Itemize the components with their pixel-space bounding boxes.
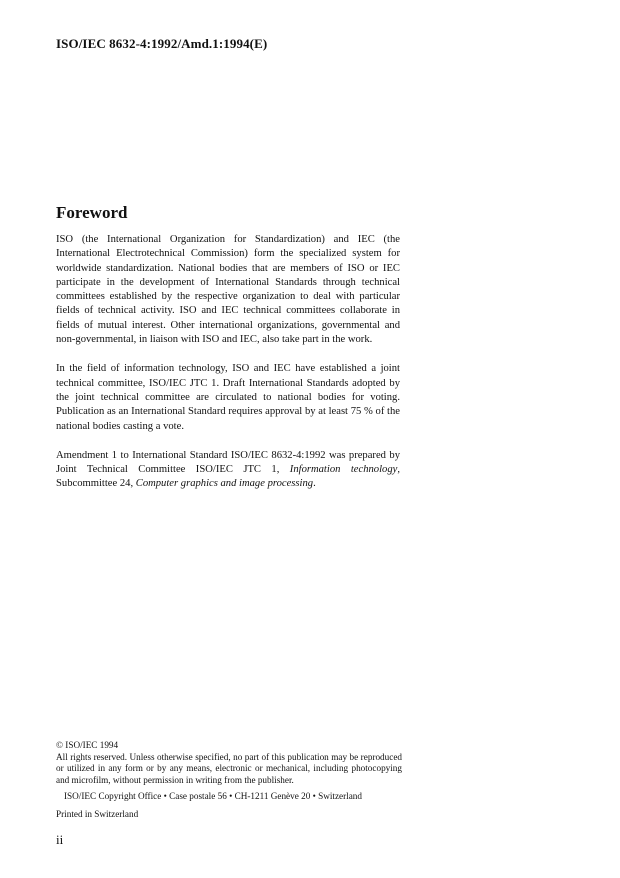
amendment-subject: Information technology <box>289 464 398 476</box>
printed-in: Printed in Switzerland <box>56 808 139 819</box>
amendment-paragraph <box>56 449 400 492</box>
amendment-end: . <box>313 478 316 490</box>
amendment-subcommittee-title: Computer graphics and image processing <box>135 478 314 490</box>
copyright-office-address: ISO/IEC Copyright Office • Case postale 56 • CH-1211 Genève 20 • Switzerland <box>64 791 362 802</box>
rights-notice: All rights reserved. Unless otherwise specified, no part of this publication may be reproduced or utilized in any form or by any means, electronic or mechanical, including photocopying and microfilm, without permission in writing from the publisher. <box>56 751 402 785</box>
page-number: ii <box>56 832 64 847</box>
foreword-heading: Foreword <box>56 203 128 222</box>
copyright-footer <box>56 740 402 821</box>
amendment-lead: Amendment 1 to International Standard ISO/IEC 8632-4:1992 was prepared by Joint Technical Committee ISO/IEC JTC 1, <box>56 449 400 476</box>
foreword-paragraph: In the field of information technology, ISO and IEC have established a joint technical committee, ISO/IEC JTC 1. Draft International Standards adopted by the joint technical committee are circulated to national bodies for voting. Publication as an International Standard requires approval by at least 75 % of the national bodies casting a vote. <box>56 363 400 432</box>
document-id-header: ISO/IEC 8632-4:1992/Amd.1:1994(E) <box>56 36 268 51</box>
copyright-line: © ISO/IEC 1994 <box>56 740 119 750</box>
foreword-body <box>56 233 400 492</box>
amendment-middle: , Subcommittee 24, <box>56 464 400 490</box>
foreword-paragraph: ISO (the International Organization for Standardization) and IEC (the International Electrotechnical Commission) form the specialized system for worldwide standardization. National bodies that are members of ISO or IEC participate in the development of International Standards through technical committees established by the respective organization to deal with particular fields of technical activity. ISO and IEC technical committees collaborate in fields of mutual interest. Other international organizations, governmental and non-governmental, in liaison with ISO and IEC, also take part in the work. <box>56 234 400 346</box>
